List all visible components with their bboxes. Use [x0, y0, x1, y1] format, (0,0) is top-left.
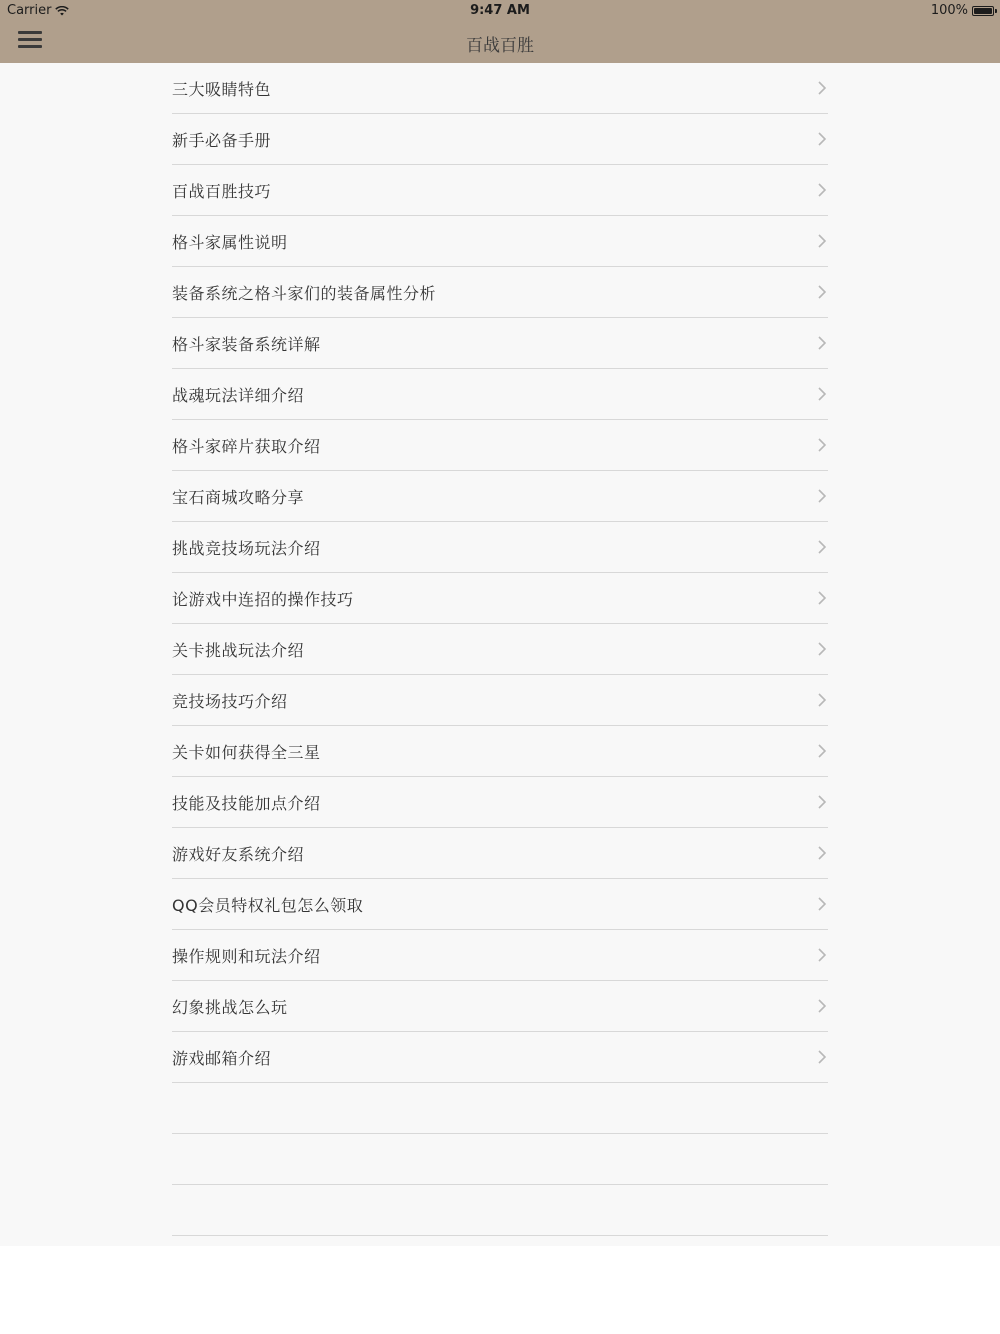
list-item[interactable] — [172, 573, 828, 624]
chevron-right-icon — [816, 999, 828, 1013]
list-item[interactable] — [172, 981, 828, 1032]
battery-percentage: 100% — [930, 3, 968, 18]
chevron-right-icon — [816, 591, 828, 605]
list-item-label: 格斗家属性说明 — [172, 232, 288, 252]
list-item-label: 三大吸睛特色 — [172, 79, 272, 99]
list-item[interactable] — [172, 522, 828, 573]
chevron-right-icon — [816, 81, 828, 95]
list-item-label: 竞技场技巧介绍 — [172, 691, 288, 711]
list-item-label: 游戏好友系统介绍 — [172, 844, 305, 864]
list-item[interactable] — [172, 267, 828, 318]
list-item[interactable] — [172, 777, 828, 828]
empty-list-row — [172, 1083, 828, 1134]
chevron-right-icon — [816, 234, 828, 248]
list-item[interactable] — [172, 828, 828, 879]
chevron-right-icon — [816, 489, 828, 503]
chevron-right-icon — [816, 846, 828, 860]
list-item[interactable] — [172, 930, 828, 981]
chevron-right-icon — [816, 948, 828, 962]
list-item[interactable] — [172, 420, 828, 471]
chevron-right-icon — [816, 540, 828, 554]
empty-list-row — [172, 1185, 828, 1236]
list-item[interactable] — [172, 165, 828, 216]
status-bar — [0, 0, 1000, 21]
list-item-label: 挑战竞技场玩法介绍 — [172, 538, 321, 558]
chevron-right-icon — [816, 795, 828, 809]
list-item-label: 战魂玩法详细介绍 — [172, 385, 305, 405]
list-item-label: 操作规则和玩法介绍 — [172, 946, 321, 966]
list-item[interactable] — [172, 114, 828, 165]
chevron-right-icon — [816, 693, 828, 707]
carrier-label: Carrier — [7, 3, 52, 18]
content-area — [0, 63, 1000, 1246]
battery-fill — [974, 8, 992, 14]
list-item[interactable] — [172, 624, 828, 675]
list-item-label: 关卡挑战玩法介绍 — [172, 640, 305, 660]
list-item-label: 格斗家装备系统详解 — [172, 334, 321, 354]
status-time: 9:47 AM — [470, 3, 530, 18]
list-item-label: 技能及技能加点介绍 — [172, 793, 321, 813]
list-item[interactable] — [172, 726, 828, 777]
list-item[interactable] — [172, 1032, 828, 1083]
list-item[interactable] — [172, 318, 828, 369]
list-item-label: 宝石商城攻略分享 — [172, 487, 305, 507]
list-item[interactable] — [172, 675, 828, 726]
list-item-label: 格斗家碎片获取介绍 — [172, 436, 321, 456]
list-item-label: 游戏邮箱介绍 — [172, 1048, 272, 1068]
list-item-label: 百战百胜技巧 — [172, 181, 272, 201]
chevron-right-icon — [816, 897, 828, 911]
list-item-label: 装备系统之格斗家们的装备属性分析 — [172, 283, 437, 303]
chevron-right-icon — [816, 336, 828, 350]
chevron-right-icon — [816, 132, 828, 146]
chevron-right-icon — [816, 642, 828, 656]
list-item-label: QQ会员特权礼包怎么领取 — [172, 895, 364, 915]
chevron-right-icon — [816, 183, 828, 197]
article-list — [172, 63, 828, 1236]
list-item-label: 论游戏中连招的操作技巧 — [172, 589, 354, 609]
chevron-right-icon — [816, 1050, 828, 1064]
list-item[interactable] — [172, 369, 828, 420]
list-item-label: 幻象挑战怎么玩 — [172, 997, 288, 1017]
chevron-right-icon — [816, 387, 828, 401]
page-title: 百战百胜 — [466, 36, 534, 56]
chevron-right-icon — [816, 285, 828, 299]
list-item-label: 新手必备手册 — [172, 130, 272, 150]
battery-icon — [972, 6, 994, 16]
chevron-right-icon — [816, 438, 828, 452]
chevron-right-icon — [816, 744, 828, 758]
navigation-header — [0, 0, 1000, 63]
list-item-label: 关卡如何获得全三星 — [172, 742, 321, 762]
list-item[interactable] — [172, 216, 828, 267]
list-item[interactable] — [172, 63, 828, 114]
status-right — [931, 3, 994, 18]
empty-list-row — [172, 1134, 828, 1185]
list-item[interactable] — [172, 879, 828, 930]
list-item[interactable] — [172, 471, 828, 522]
